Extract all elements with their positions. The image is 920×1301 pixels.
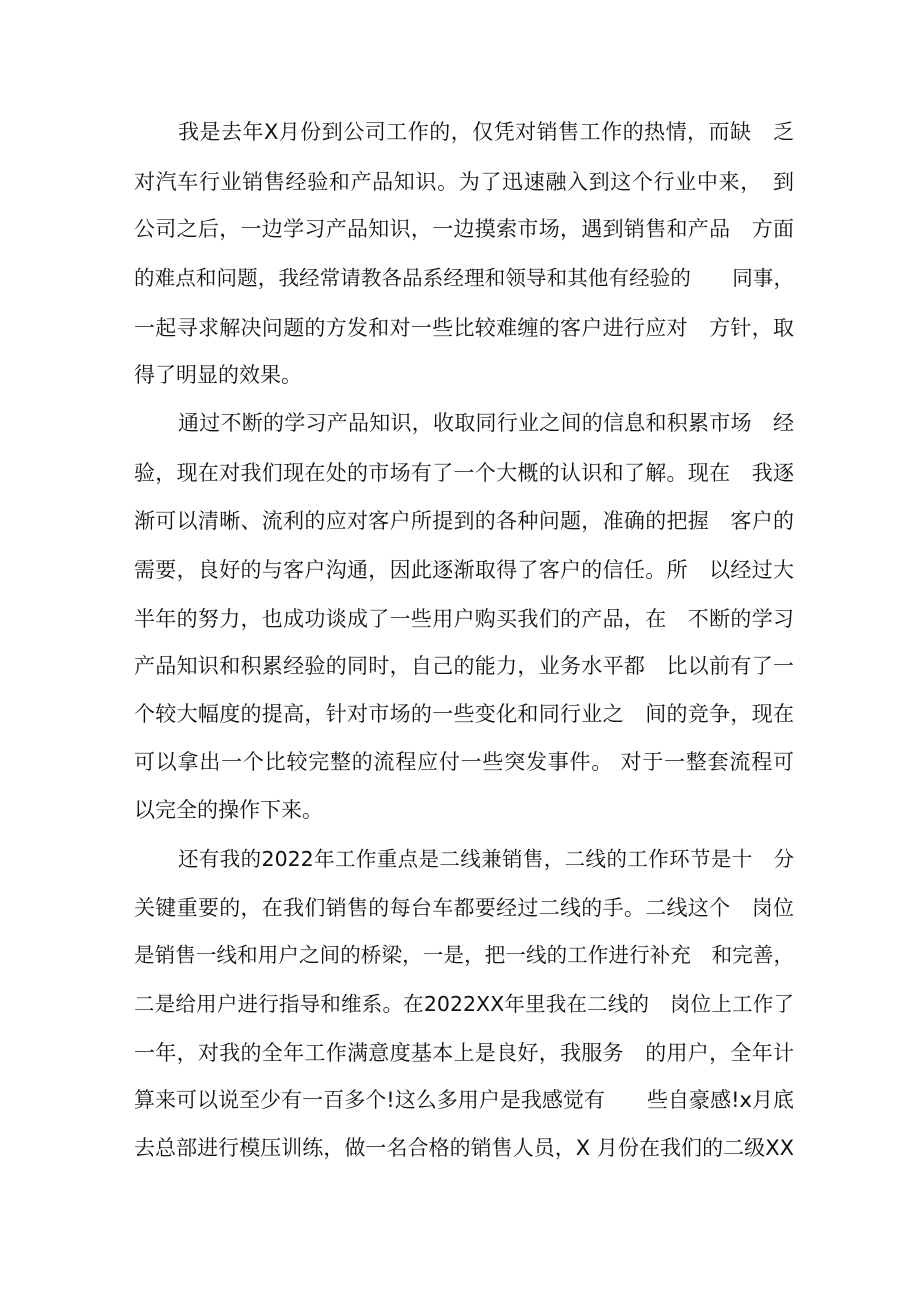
paragraph-2-line-7: 个较大幅度的提高，针对市场的一些变化和同行业之 间的竞争，现在 [134,702,794,726]
paragraph-2-line-2: 验，现在对我们现在处的市场有了一个大概的认识和了解。现在 我逐 [134,461,794,485]
paragraph-1-line-3: 公司之后，一边学习产品知识，一边摸索市场，遇到销售和产品 方面 [134,217,794,241]
paragraph-1-line-4: 的难点和问题，我经常请教各品系经理和领导和其他有经验的 同事， [134,266,794,290]
paragraph-1-line-2: 对汽车行业销售经验和产品知识。为了迅速融入到这个行业中来， 到 [134,170,794,194]
paragraph-2-line-4: 需要，良好的与客户沟通，因此逐渐取得了客户的信任。所 以经过大 [134,558,794,582]
paragraph-1-line-1: 我是去年X月份到公司工作的，仅凭对销售工作的热情，而缺 乏 [178,120,794,144]
paragraph-3-line-5: 一年，对我的全年工作满意度基本上是良好，我服务 的用户，全年计 [134,1041,794,1065]
paragraph-3-line-3: 是销售一线和用户之间的桥梁，一是，把一线的工作进行补充 和完善， [134,943,794,967]
paragraph-3-line-4: 二是给用户进行指导和维系。在2022XX年里我在二线的 岗位上工作了 [134,992,794,1016]
paragraph-3-line-2: 关键重要的，在我们销售的每台车都要经过二线的手。二线这个 岗位 [134,896,794,920]
paragraph-2-line-1: 通过不断的学习产品知识，收取同行业之间的信息和积累市场 经 [178,411,794,435]
paragraph-2-line-8: 可以拿出一个比较完整的流程应付一些突发事件。 对于一整套流程可 [134,750,794,774]
paragraph-1-line-5: 一起寻求解决问题的方发和对一些比较难缠的客户进行应对 方针，取 [134,316,794,340]
paragraph-2-line-3: 渐可以清晰、流利的应对客户所提到的各种问题，准确的把握 客户的 [134,509,794,533]
paragraph-2-line-5: 半年的努力，也成功谈成了一些用户购买我们的产品，在 不断的学习 [134,607,794,631]
paragraph-2-line-9: 以完全的操作下来。 [134,798,323,822]
paragraph-2-line-6: 产品知识和积累经验的同时，自己的能力，业务水平都 比以前有了一 [134,654,794,678]
paragraph-3-line-6: 算来可以说至少有一百多个!这么多用户是我感觉有 些自豪感!x月底 [134,1088,794,1112]
paragraph-3-line-1: 还有我的2022年工作重点是二线兼销售，二线的工作环节是十 分 [178,847,794,871]
paragraph-1-line-6: 得了明显的效果。 [134,363,302,387]
paragraph-3-line-7: 去总部进行模压训练，做一名合格的销售人员，X 月份在我们的二级XX [134,1136,794,1160]
